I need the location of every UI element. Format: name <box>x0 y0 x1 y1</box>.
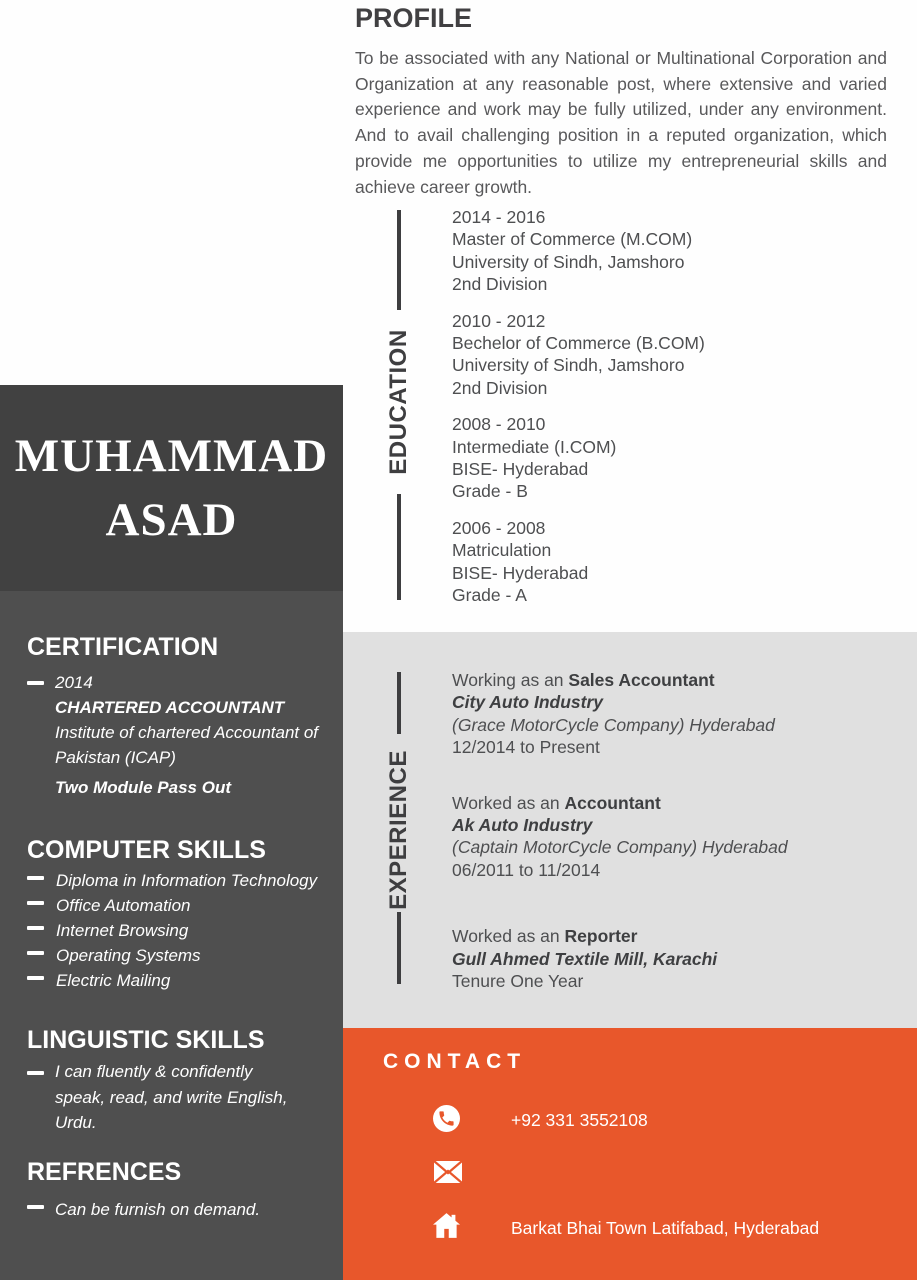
computer-skills-list <box>27 868 317 993</box>
education-section-label: EDUCATION <box>385 329 412 475</box>
education-period: 2014 - 2016 <box>452 207 546 227</box>
certification-institute: Institute of chartered Accountant of Pakistan (ICAP) <box>55 723 319 767</box>
experience-detail: (Captain MotorCycle Company) Hyderabad <box>452 837 788 858</box>
experience-role: Reporter <box>564 926 638 947</box>
education-degree: Master of Commerce (M.COM) <box>452 229 693 250</box>
bullet-dash <box>27 951 44 955</box>
education-entries <box>452 206 705 621</box>
experience-entry <box>452 792 788 882</box>
experience-period: 12/2014 to Present <box>452 737 600 758</box>
skill-item: Diploma in Information Technology <box>27 868 317 893</box>
certification-note: Two Module Pass Out <box>55 778 231 797</box>
bullet-dash <box>27 1205 44 1209</box>
skill-item: Operating Systems <box>27 943 317 968</box>
education-timeline-line-bottom <box>397 494 401 600</box>
education-entry <box>452 413 705 503</box>
education-entry <box>452 206 705 296</box>
experience-entry <box>452 925 788 992</box>
computer-skills-heading: COMPUTER SKILLS <box>27 836 266 864</box>
references-item: Can be furnish on demand. <box>55 1200 261 1219</box>
linguistic-skills-item: I can fluently & confidently speak, read, and write English, Urdu. <box>55 1062 288 1132</box>
references-heading: REFRENCES <box>27 1158 182 1186</box>
home-icon <box>433 1213 460 1243</box>
certification-entry <box>55 670 327 770</box>
education-school: BISE- Hyderabad <box>452 459 589 480</box>
education-timeline-line-top <box>397 210 401 310</box>
phone-icon <box>433 1105 460 1137</box>
certification-heading: CERTIFICATION <box>27 633 219 661</box>
experience-title-line: Worked as an Accountant <box>452 792 661 813</box>
skill-item: Electric Mailing <box>27 968 317 993</box>
education-period: 2008 - 2010 <box>452 414 546 435</box>
experience-entry <box>452 669 788 759</box>
experience-timeline-line-bottom <box>397 912 401 984</box>
education-degree: Intermediate (I.COM) <box>452 436 617 457</box>
experience-company: Gull Ahmed Textile Mill, Karachi <box>452 948 718 969</box>
linguistic-skills-heading: LINGUISTIC SKILLS <box>27 1026 265 1054</box>
bullet-dash <box>27 926 44 930</box>
certification-year: 2014 <box>55 673 93 692</box>
skill-item: Office Automation <box>27 893 317 918</box>
education-school: BISE- Hyderabad <box>452 562 589 583</box>
bullet-dash <box>27 681 44 685</box>
experience-entries <box>452 669 788 992</box>
experience-company: Ak Auto Industry <box>452 815 593 836</box>
profile-text: To be associated with any National or Multinational Corporation and Organization at any reasonable post, where extensive and varied experience and work may be fully utilized, under any environment. And to avail challenging position in a reputed organization, which provide me opportunities to utilize my entrepreneurial skills and achieve career growth. <box>355 48 887 197</box>
education-entry <box>452 310 705 400</box>
experience-detail: (Grace MotorCycle Company) Hyderabad <box>452 714 775 735</box>
education-school: University of Sindh, Jamshoro <box>452 251 685 272</box>
contact-phone: +92 331 3552108 <box>511 1110 648 1130</box>
education-result: 2nd Division <box>452 377 548 398</box>
education-degree: Matriculation <box>452 540 552 561</box>
contact-heading: CONTACT <box>383 1050 527 1073</box>
envelope-icon <box>434 1161 462 1188</box>
bullet-dash <box>27 901 44 905</box>
name-first: MUHAMMAD <box>14 430 329 482</box>
bullet-dash <box>27 976 44 980</box>
education-result: 2nd Division <box>452 274 548 295</box>
contact-address: Barkat Bhai Town Latifabad, Hyderabad <box>511 1218 820 1238</box>
experience-section-label: EXPERIENCE <box>385 750 412 910</box>
experience-role: Accountant <box>564 792 661 813</box>
experience-title-line: Worked as an Reporter <box>452 926 638 947</box>
profile-heading: PROFILE <box>355 3 473 33</box>
education-result: Grade - A <box>452 585 527 606</box>
education-period: 2010 - 2012 <box>452 310 546 331</box>
bullet-dash <box>27 1071 44 1075</box>
experience-timeline-line-top <box>397 672 401 734</box>
experience-title-line: Working as an Sales Accountant <box>452 670 715 690</box>
education-degree: Bechelor of Commerce (B.COM) <box>452 333 705 354</box>
bullet-dash <box>27 876 44 880</box>
certification-title: CHARTERED ACCOUNTANT <box>55 698 285 717</box>
name-box <box>0 385 343 591</box>
education-entry <box>452 517 705 607</box>
experience-role: Sales Accountant <box>568 670 715 690</box>
education-period: 2006 - 2008 <box>452 517 546 538</box>
skill-item: Internet Browsing <box>27 918 317 943</box>
education-result: Grade - B <box>452 481 528 502</box>
name-last: ASAD <box>105 494 238 546</box>
experience-company: City Auto Industry <box>452 692 604 713</box>
experience-period: Tenure One Year <box>452 971 584 992</box>
education-school: University of Sindh, Jamshoro <box>452 355 685 376</box>
experience-period: 06/2011 to 11/2014 <box>452 859 601 880</box>
